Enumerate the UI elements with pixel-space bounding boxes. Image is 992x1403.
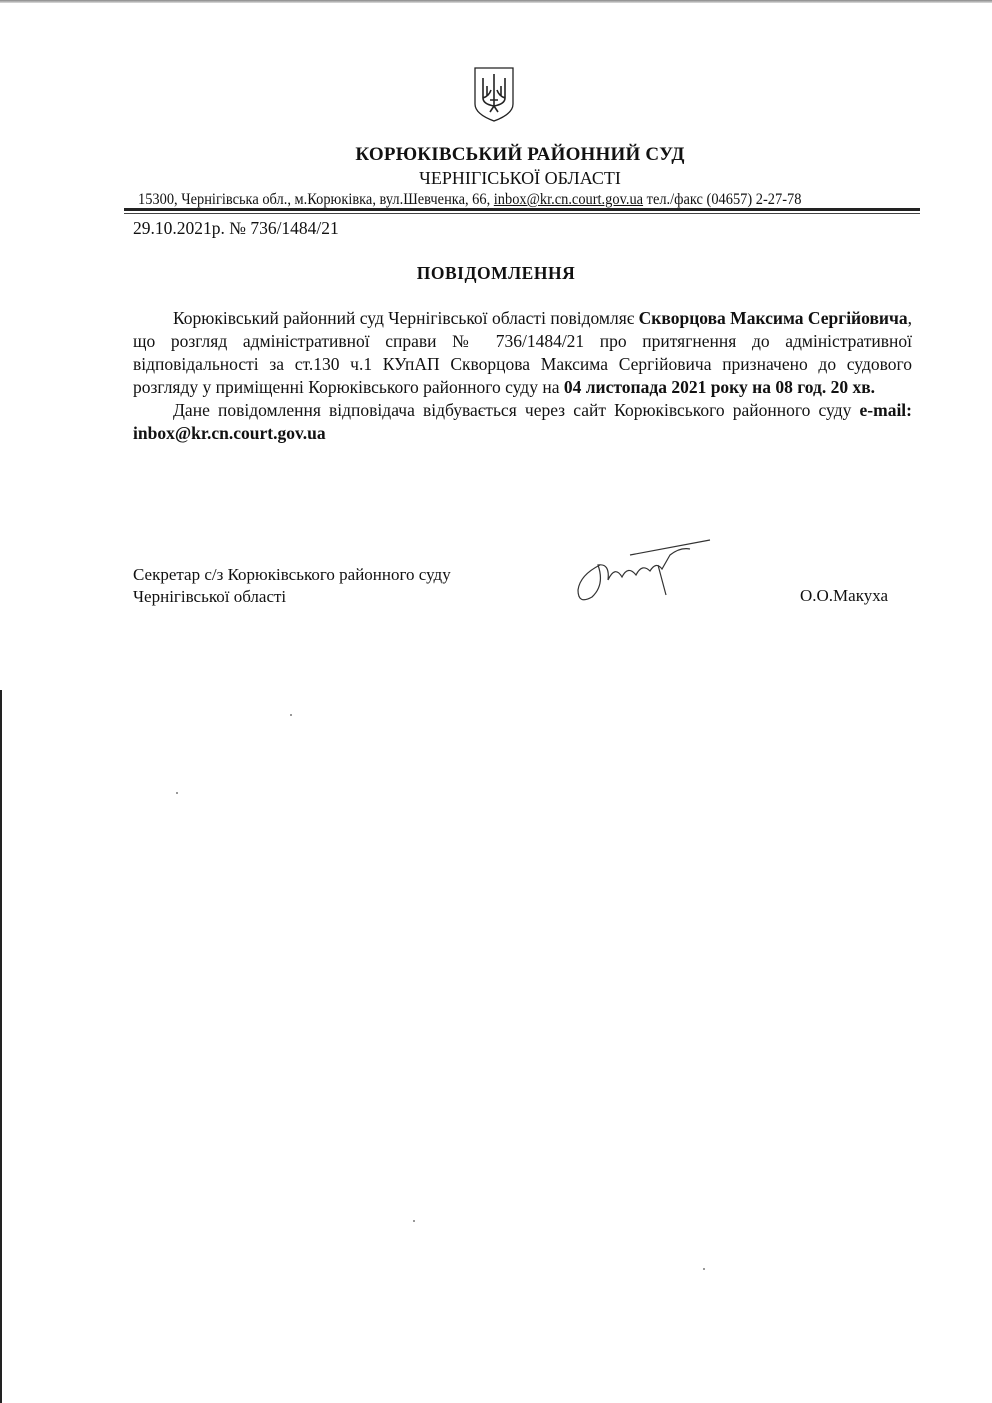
handwritten-signature bbox=[570, 535, 720, 610]
contact-email: e-mail: inbox@kr.cn.court.gov.ua bbox=[133, 400, 912, 443]
signatory-name: О.О.Макуха bbox=[800, 586, 889, 605]
scan-speck bbox=[703, 1268, 705, 1270]
text: , що розгляд адміністративної справи № 736/1484/21 про притягнення до адміністративної відповідальності за ст.130 ч.1 КУпАП Скворцова Максима Сергійовича призначено до судового розгляду у приміщенні Корюківського районного суду на bbox=[133, 308, 912, 397]
phone-text: тел./факс (04657) 2-27-78 bbox=[643, 191, 802, 208]
court-region: ЧЕРНІГІСЬКОЇ ОБЛАСТІ bbox=[419, 168, 621, 188]
coat-of-arms-icon bbox=[473, 66, 515, 122]
court-name: КОРЮКІВСЬКИЙ РАЙОННИЙ СУД bbox=[355, 144, 685, 165]
paragraph-notice bbox=[133, 307, 912, 399]
hearing-date: 04 листопада 2021 року на 08 год. 20 хв. bbox=[563, 377, 876, 397]
position-line: Секретар с/з Корюківського районного суду bbox=[133, 565, 451, 584]
document-title: ПОВІДОМЛЕННЯ bbox=[416, 263, 576, 283]
scan-speck bbox=[290, 714, 292, 716]
header-rule-thin bbox=[124, 213, 920, 214]
address-text: 15300, Чернігівська обл., м.Корюківка, вул.Шевченка, 66, bbox=[138, 191, 494, 208]
text: Корюківський районний суд Чернігівської області повідомляє bbox=[173, 308, 639, 328]
position-line: Чернігівської області bbox=[133, 587, 287, 606]
court-address bbox=[138, 191, 801, 209]
header-rule bbox=[124, 208, 920, 211]
scan-speck bbox=[176, 792, 178, 794]
scan-edge bbox=[0, 0, 992, 3]
scan-edge-left bbox=[0, 690, 2, 1403]
scan-speck bbox=[413, 1220, 415, 1222]
email-link[interactable]: inbox@kr.cn.court.gov.ua bbox=[493, 191, 644, 208]
reference-number: 29.10.2021р. № 736/1484/21 bbox=[133, 218, 339, 238]
text: Дане повідомлення відповідача відбувається через сайт Корюківського районного суду bbox=[173, 400, 860, 420]
paragraph-method bbox=[133, 399, 912, 445]
document-body bbox=[133, 307, 912, 445]
defendant-name: Скворцова Максима Сергійовича bbox=[638, 308, 908, 328]
signatory-position bbox=[133, 564, 451, 608]
